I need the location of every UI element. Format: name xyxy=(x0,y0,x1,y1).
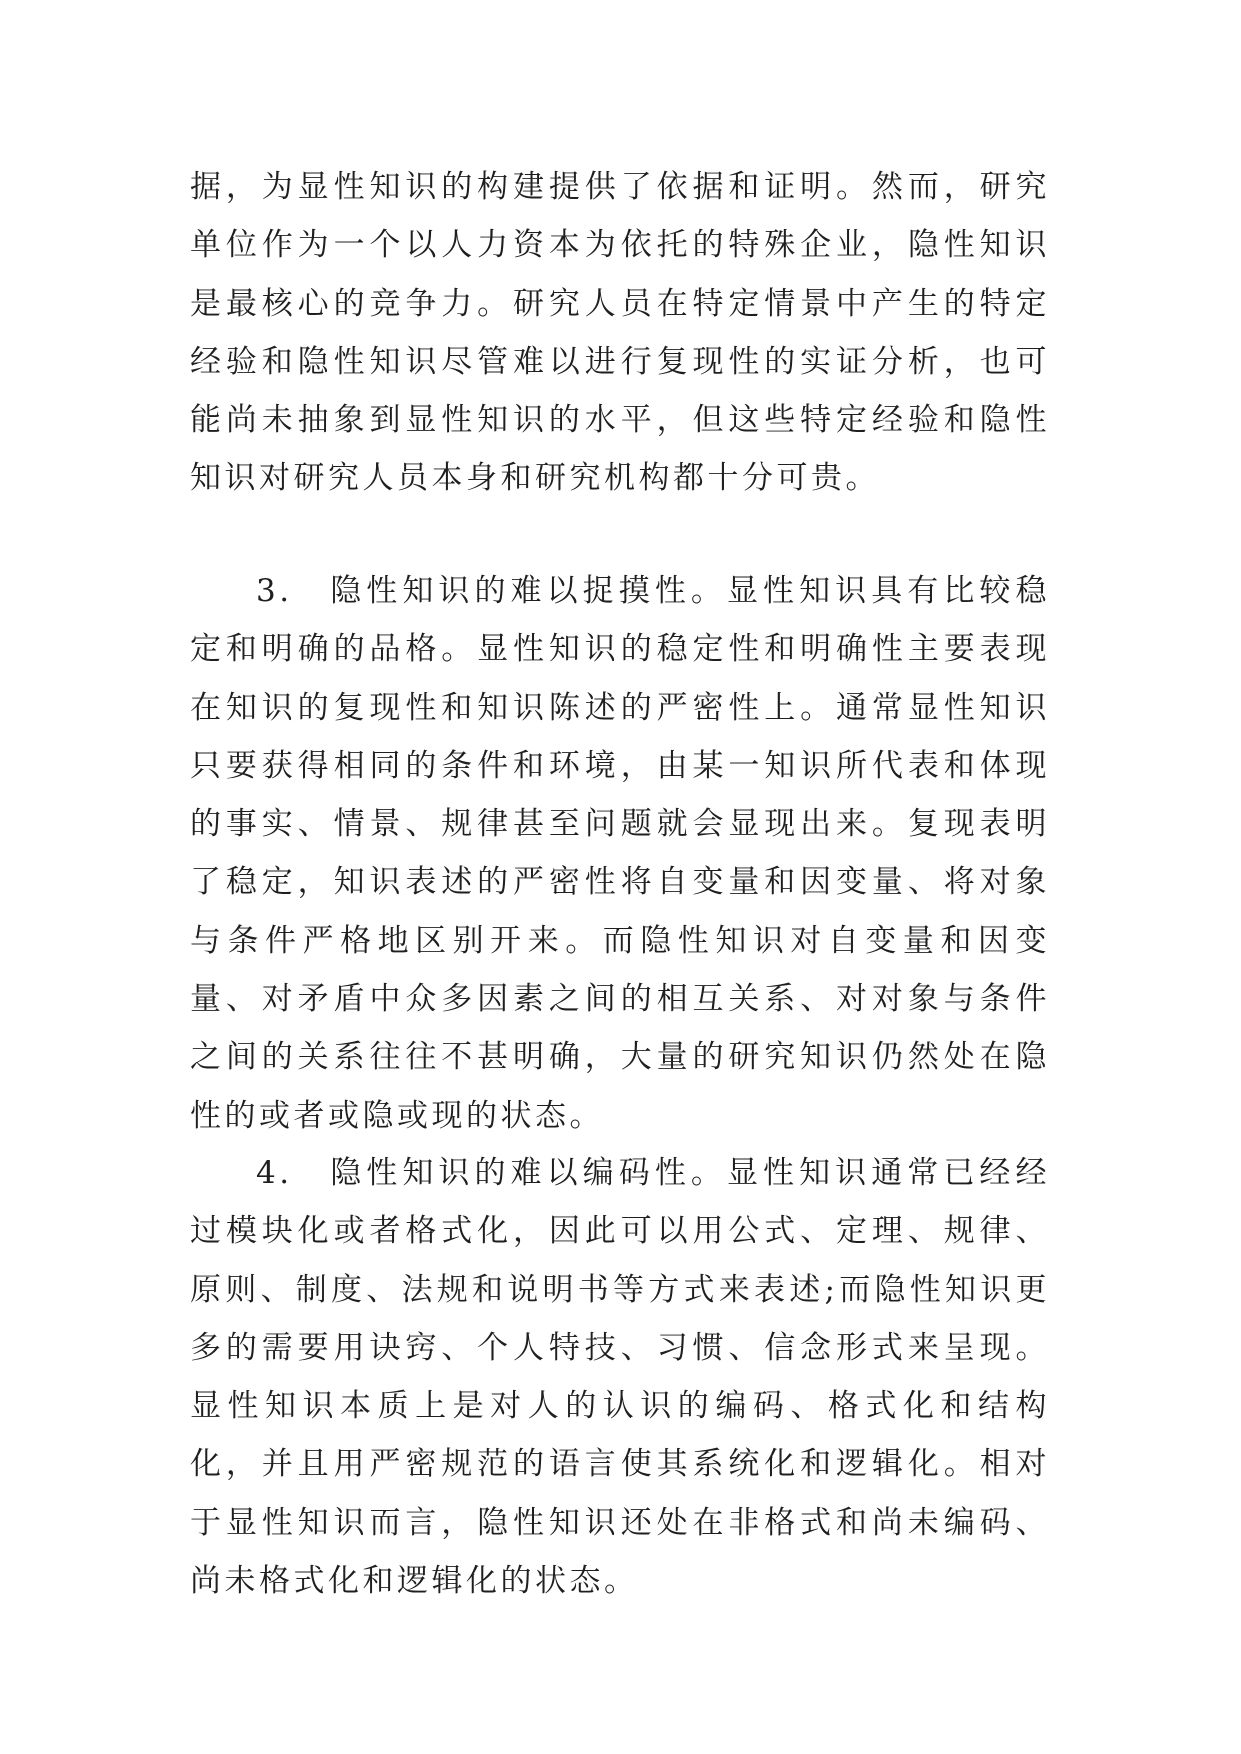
paragraph-point-4: 4. 隐性知识的难以编码性。显性知识通常已经经过模块化或者格式化，因此可以用公式、定理、规律、原则、制度、法规和说明书等方式来表述;而隐性知识更多的需要用诀窍、个人特技、习惯、信念形式来呈现。显性知识本质上是对人的认识的编码、格式化和结构化，并且用严密规范的语言使其系统化和逻辑化。相对于显性知识而言，隐性知识还处在非格式和尚未编码、尚未格式化和逻辑化的状态。 xyxy=(190,1155,1050,1600)
paragraph-continuation: 据，为显性知识的构建提供了依据和证明。然而，研究单位作为一个以人力资本为依托的特殊企业，隐性知识是最核心的竞争力。研究人员在特定情景中产生的特定经验和隐性知识尽管难以进行复现性的实证分析，也可能尚未抽象到显性知识的水平，但这些特定经验和隐性知识对研究人员本身和研究机构都十分可贵。 xyxy=(190,169,1050,497)
paragraph-point-3: 3. 隐性知识的难以捉摸性。显性知识具有比较稳定和明确的品格。显性知识的稳定性和明确性主要表现在知识的复现性和知识陈述的严密性上。通常显性知识只要获得相同的条件和环境，由某一知识所代表和体现的事实、情景、规律甚至问题就会显现出来。复现表明了稳定，知识表述的严密性将自变量和因变量、将对象与条件严格地区别开来。而隐性知识对自变量和因变量、对矛盾中众多因素之间的相互关系、对对象与条件之间的关系往往不甚明确，大量的研究知识仍然处在隐性的或者或隐或现的状态。 xyxy=(190,573,1050,1134)
